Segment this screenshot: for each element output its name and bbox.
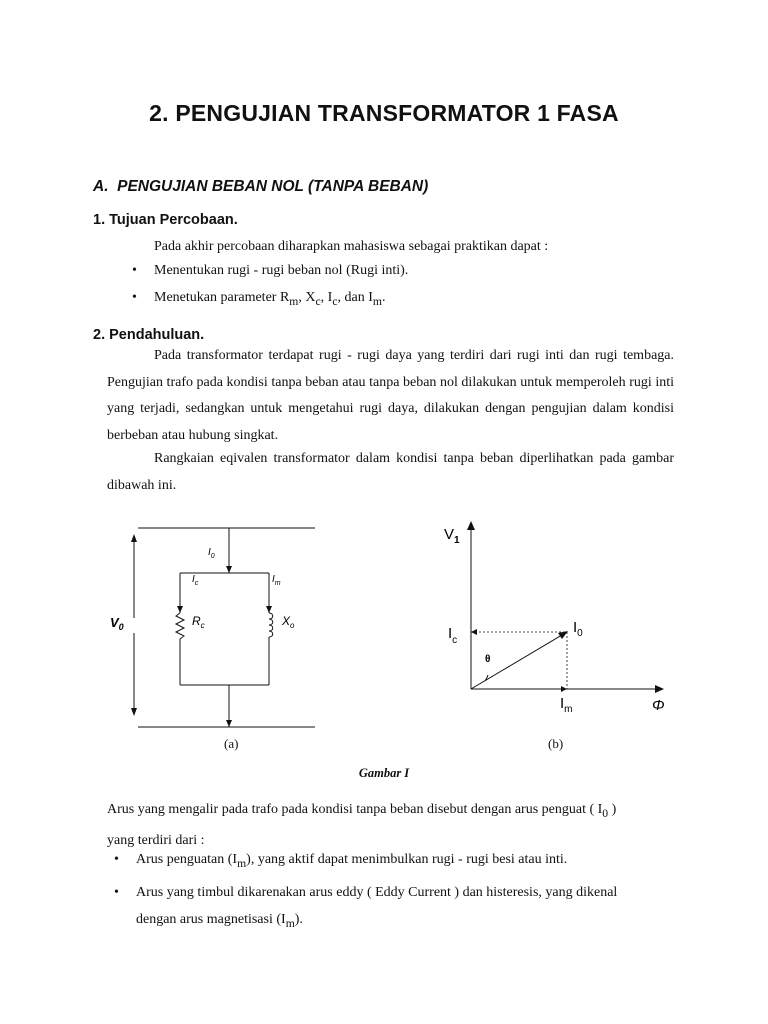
i0-phasor-label: $I_0$ xyxy=(573,619,583,639)
figure-a-caption: (a) xyxy=(224,736,239,751)
tujuan-bullet-2 xyxy=(132,290,386,308)
phi-label: Φ xyxy=(652,697,665,714)
tujuan-intro: Pada akhir percobaan diharapkan mahasiswa sebagai praktikan dapat : xyxy=(154,239,549,254)
ic-label: $I_c$ xyxy=(192,574,199,587)
figure-b-caption: (b) xyxy=(548,736,564,751)
theta-label: θ xyxy=(485,654,491,665)
tujuan-bullet-2-text: Menetukan parameter $R_m$, $X_c$, $I_c$, dan $I_m$. xyxy=(154,290,386,308)
figure-label: Gambar I xyxy=(358,766,410,780)
page-title: 2. PENGUJIAN TRANSFORMATOR 1 FASA xyxy=(149,100,619,126)
v0-label: $V_0$ xyxy=(110,615,124,632)
heading-pendahuluan: 2. Pendahuluan. xyxy=(93,327,205,343)
section-a-heading: A. PENGUJIAN BEBAN NOL (TANPA BEBAN) xyxy=(93,178,429,195)
tujuan-bullet-1-text: Menentukan rugi - rugi beban nol (Rugi inti). xyxy=(154,263,409,278)
bullet-dot: • xyxy=(114,885,119,900)
pendahuluan-paragraph-1: Pada transformator terdapat rugi - rugi daya yang terdiri dari rugi inti dan rugi tembaga. Pengujian trafo pada kondisi tanpa beban atau tanpa beban nol dilakukan untuk memperoleh rugi inti yang terjadi, sedangkan untuk mengetahui rugi daya, dilakukan dengan pengujian dalam kondisi berbeban atau hubung singkat. xyxy=(107,348,674,443)
phasor-diagram xyxy=(430,515,670,715)
im-phasor-label: $I_m$ xyxy=(560,695,573,715)
arus-paragraph: Arus yang mengalir pada trafo pada kondisi tanpa beban disebut dengan arus penguat ( $I_0$ ) yang terdiri dari : xyxy=(107,802,617,848)
bullet-dot: • xyxy=(132,263,137,278)
heading-tujuan: 1. Tujuan Percobaan. xyxy=(93,212,238,228)
arus-bullet-2-text: Arus yang timbul dikarenakan arus eddy ( Eddy Current ) dan histeresis, yang dikenal dengan arus magnetisasi $(I_m)$. xyxy=(136,885,618,930)
xo-label: $X_o$ xyxy=(282,614,295,630)
arus-bullet-1 xyxy=(114,852,568,870)
bullet-dot: • xyxy=(114,852,119,867)
equivalent-circuit-diagram xyxy=(100,515,330,735)
tujuan-bullet-1 xyxy=(132,263,409,279)
ic-phasor-label: $I_c$ xyxy=(448,625,458,646)
im-label: $I_m$ xyxy=(272,574,281,587)
rc-label: $R_c$ xyxy=(192,614,205,630)
pendahuluan-paragraph-2: Rangkaian eqivalen transformator dalam kondisi tanpa beban diperlihatkan pada gambar dibawah ini. xyxy=(107,451,674,493)
v1-label: $V_1$ xyxy=(444,526,460,546)
arus-bullet-1-text: Arus penguatan $(I_m)$, yang aktif dapat menimbulkan rugi - rugi besi atau inti. xyxy=(136,852,568,870)
bullet-dot: • xyxy=(132,290,137,305)
arus-bullet-2 xyxy=(114,879,618,937)
i0-label: $I_0$ xyxy=(208,547,215,560)
